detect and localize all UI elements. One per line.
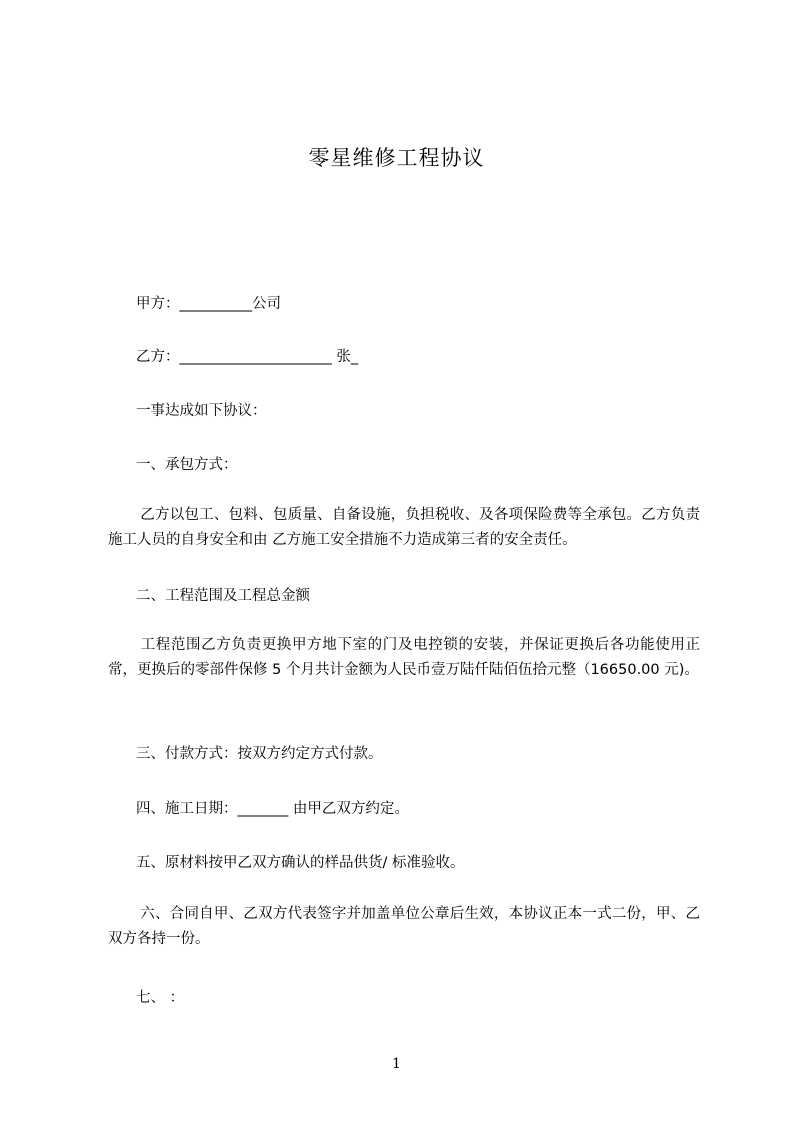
section-2-heading: 二、工程范围及工程总金额 xyxy=(136,588,310,604)
section-7-line: 七、 ： xyxy=(136,990,185,1006)
section-3-line: 三、付款方式：按双方约定方式付款。 xyxy=(136,746,383,762)
section-6-text: 六、合同自甲、乙双方代表签字并加盖单位公章后生效，本协议正本一式二份，甲、乙双方各持一份。 xyxy=(108,906,700,947)
section-1-body xyxy=(108,503,700,553)
party-b-line: 乙方：_____________________ 张_ xyxy=(136,349,359,365)
section-5-line: 五、原材料按甲乙双方确认的样品供货/ 标准验收。 xyxy=(136,855,465,871)
section-1-heading: 一、承包方式： xyxy=(136,457,238,473)
section-4-line: 四、施工日期：_______ 由甲乙双方约定。 xyxy=(136,801,409,817)
document-title: 零星维修工程协议 xyxy=(308,146,485,170)
section-6-body xyxy=(108,902,700,952)
section-1-text: 乙方以包工、包料、包质量、自备设施，负担税收、及各项保险费等全承包。乙方负责施工人员的自身安全和由 乙方施工安全措施不力造成第三者的安全责任。 xyxy=(108,507,700,548)
section-2-body xyxy=(108,633,700,683)
agreement-intro: 一事达成如下协议： xyxy=(136,403,267,419)
section-2-text: 工程范围乙方负责更换甲方地下室的门及电控锁的安装，并保证更换后各功能使用正常，更换后的零部件保修 5 个月共计金额为人民币壹万陆仟陆佰伍拾元整（16650.00 元)。 xyxy=(108,637,700,678)
page-number: 1 xyxy=(392,1056,401,1072)
party-a-line: 甲方：__________公司 xyxy=(136,296,281,312)
